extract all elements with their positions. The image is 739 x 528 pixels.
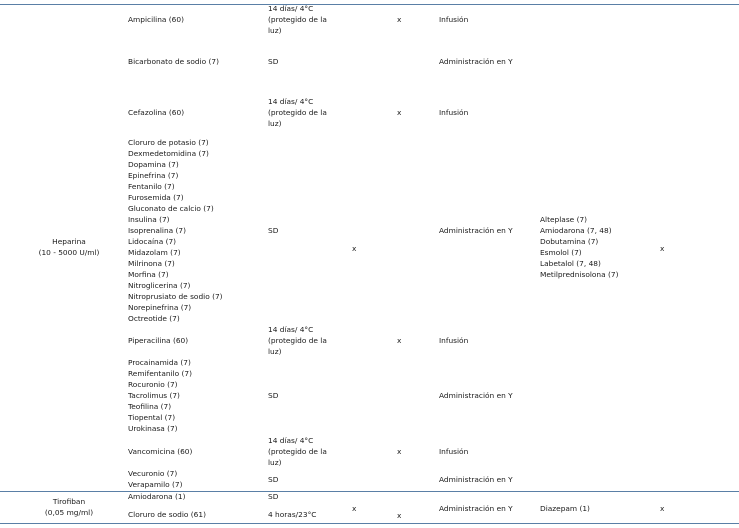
administration-method: Infusión xyxy=(439,108,469,117)
compatible-mark: x xyxy=(397,15,402,24)
stability-text: luz) xyxy=(268,347,282,356)
compatible-mark: x xyxy=(397,336,402,345)
stability-text: SD xyxy=(268,57,279,66)
stability-text: SD xyxy=(268,492,279,501)
drug-item: Amiodarona (1) xyxy=(128,492,186,501)
drug-item: Milrinona (7) xyxy=(128,259,175,268)
drug-item: Rocuronio (7) xyxy=(128,380,178,389)
drug-item: Vancomicina (60) xyxy=(128,447,193,456)
drug-item: Epinefrina (7) xyxy=(128,171,179,180)
administration-method: Administración en Y xyxy=(439,504,513,513)
stability-text: (protegido de la xyxy=(268,336,327,345)
stability-text: 14 días/ 4°C xyxy=(268,97,314,106)
incompatible-item: Amiodarona (7, 48) xyxy=(540,226,612,235)
drug-item: Urokinasa (7) xyxy=(128,424,178,433)
drug-item: Lidocaína (7) xyxy=(128,237,177,246)
administration-method: Infusión xyxy=(439,336,469,345)
stability-text: luz) xyxy=(268,26,282,35)
drug-item: Cefazolina (60) xyxy=(128,108,185,117)
incompatible-item: Dobutamina (7) xyxy=(540,237,599,246)
drug-item: Furosemida (7) xyxy=(128,193,184,202)
drug-item: Nitroglicerina (7) xyxy=(128,281,191,290)
drug-item: Cloruro de sodio (61) xyxy=(128,510,206,519)
administration-method: Administración en Y xyxy=(439,391,513,400)
drug-item: Remifentanilo (7) xyxy=(128,369,192,378)
top-rule xyxy=(0,4,739,5)
compatible-mark: x xyxy=(397,447,402,456)
drug-item: Tacrolimus (7) xyxy=(128,391,180,400)
drug-item: Vecuronio (7) xyxy=(128,469,178,478)
stability-text: (protegido de la xyxy=(268,447,327,456)
incompatible-item: Metilprednisolona (7) xyxy=(540,270,619,279)
drug-item: Gluconato de calcio (7) xyxy=(128,204,214,213)
bottom-rule xyxy=(0,523,739,524)
drug-item: Piperacilina (60) xyxy=(128,336,189,345)
incompatible-item: Labetalol (7, 48) xyxy=(540,259,601,268)
drug-item: Tiopental (7) xyxy=(128,413,176,422)
stability-text: 14 días/ 4°C xyxy=(268,4,314,13)
stability-text: (protegido de la xyxy=(268,108,327,117)
drug-item: Insulina (7) xyxy=(128,215,170,224)
incompatible-item: Alteplase (7) xyxy=(540,215,588,224)
drug-item: Teofilina (7) xyxy=(128,402,172,411)
drug-item: Ampicilina (60) xyxy=(128,15,184,24)
stability-text: (protegido de la xyxy=(268,15,327,24)
stability-text: 14 días/ 4°C xyxy=(268,436,314,445)
drug-item: Cloruro de potasio (7) xyxy=(128,138,209,147)
stability-text: SD xyxy=(268,391,279,400)
administration-method: Administración en Y xyxy=(439,57,513,66)
incompatible-mark: x xyxy=(660,504,665,513)
drug-name: Heparina xyxy=(52,237,86,246)
section-rule xyxy=(0,491,739,492)
compatible-mark: x xyxy=(352,504,357,513)
administration-method: Infusión xyxy=(439,447,469,456)
drug-item: Isoprenalina (7) xyxy=(128,226,187,235)
stability-text: 14 días/ 4°C xyxy=(268,325,314,334)
stability-text: luz) xyxy=(268,458,282,467)
drug-item: Dopamina (7) xyxy=(128,160,179,169)
compatible-mark: x xyxy=(352,244,357,253)
drug-name: Tirofiban xyxy=(52,497,86,506)
stability-text: luz) xyxy=(268,119,282,128)
drug-concentration: (10 - 5000 U/ml) xyxy=(38,248,100,257)
incompatible-item: Esmolol (7) xyxy=(540,248,582,257)
drug-item: Norepinefrina (7) xyxy=(128,303,192,312)
incompatible-mark: x xyxy=(660,244,665,253)
drug-item: Midazolam (7) xyxy=(128,248,181,257)
drug-item: Nitroprusiato de sodio (7) xyxy=(128,292,223,301)
drug-item: Verapamilo (7) xyxy=(128,480,183,489)
stability-text: 4 horas/23°C xyxy=(268,510,317,519)
drug-item: Octreotide (7) xyxy=(128,314,180,323)
drug-item: Bicarbonato de sodio (7) xyxy=(128,57,219,66)
compatible-mark: x xyxy=(397,108,402,117)
compatible-mark: x xyxy=(397,511,402,520)
drug-item: Morfina (7) xyxy=(128,270,169,279)
administration-method: Administración en Y xyxy=(439,475,513,484)
drug-concentration: (0,05 mg/ml) xyxy=(44,508,94,517)
stability-text: SD xyxy=(268,475,279,484)
drug-item: Fentanilo (7) xyxy=(128,182,175,191)
incompatible-item: Diazepam (1) xyxy=(540,504,590,513)
drug-item: Dexmedetomidina (7) xyxy=(128,149,209,158)
administration-method: Administración en Y xyxy=(439,226,513,235)
administration-method: Infusión xyxy=(439,15,469,24)
drug-item: Procainamida (7) xyxy=(128,358,191,367)
stability-text: SD xyxy=(268,226,279,235)
